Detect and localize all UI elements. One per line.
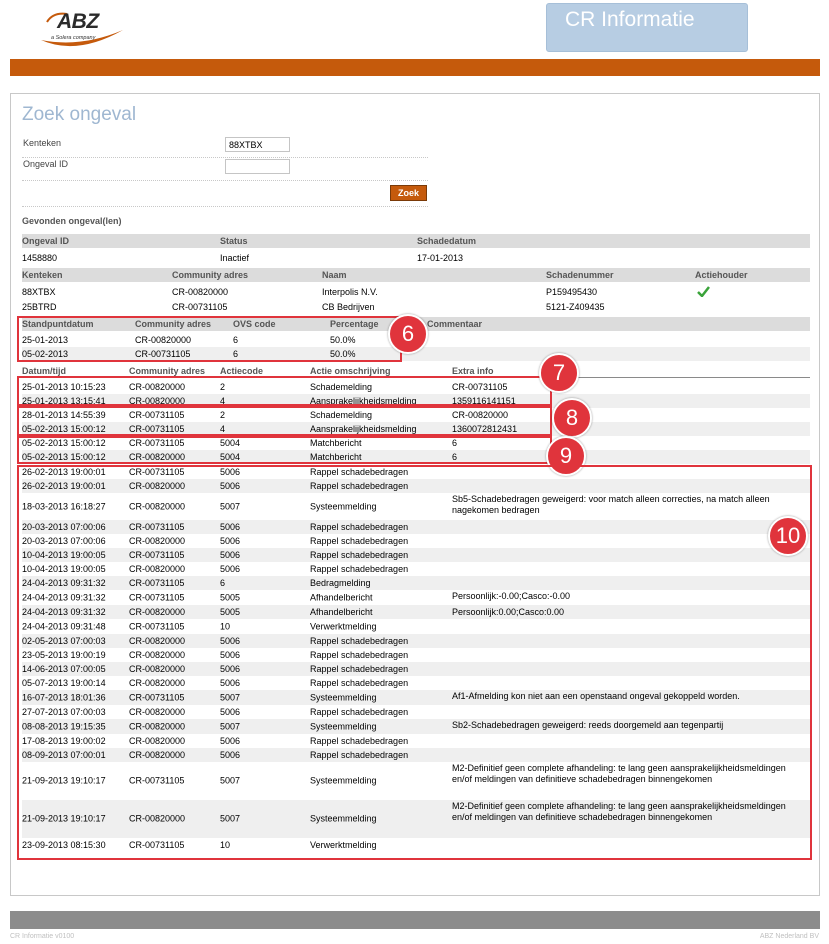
cell-actie-omschrijving: Rappel schadebedragen bbox=[310, 481, 409, 491]
cell-extra-info: CR-00820000 bbox=[452, 410, 509, 420]
cell-naam: Interpolis N.V. bbox=[322, 287, 378, 297]
cell-community-adres: CR-00820000 bbox=[129, 721, 186, 731]
cell-datum-tijd: 28-01-2013 14:55:39 bbox=[22, 410, 106, 420]
cell-actie-omschrijving: Rappel schadebedragen bbox=[310, 736, 409, 746]
cell-datum-tijd: 21-09-2013 19:10:17 bbox=[22, 775, 106, 786]
cell-actiecode: 5006 bbox=[220, 636, 241, 646]
cell-actiecode: 5006 bbox=[220, 736, 241, 746]
cell-extra-info: Persoonlijk:-0.00;Casco:-0.00 bbox=[452, 591, 571, 601]
header-bar bbox=[10, 59, 820, 76]
cell-percentage: 50.0% bbox=[330, 349, 356, 359]
cell-actie-omschrijving: Afhandelbericht bbox=[310, 592, 373, 602]
cell-datum-tijd: 25-01-2013 10:15:23 bbox=[22, 382, 106, 392]
cell-standpuntdatum: 25-01-2013 bbox=[22, 335, 69, 345]
cell-actie-omschrijving: Verwerktmelding bbox=[310, 840, 377, 850]
divider bbox=[22, 206, 428, 207]
app-title: CR Informatie bbox=[546, 3, 748, 52]
cell-datum-tijd: 05-02-2013 15:00:12 bbox=[22, 452, 106, 462]
col-ovs-code: OVS code bbox=[233, 319, 276, 329]
cell-community-adres: CR-00820000 bbox=[129, 636, 186, 646]
cell-datum-tijd: 24-04-2013 09:31:32 bbox=[22, 592, 106, 602]
divider bbox=[22, 180, 428, 181]
cell-actie-omschrijving: Rappel schadebedragen bbox=[310, 550, 409, 560]
table-row[interactable] bbox=[22, 285, 810, 299]
vehicle-table-header bbox=[22, 268, 810, 282]
zoek-button[interactable]: Zoek bbox=[390, 185, 427, 201]
col-actiecode: Actiecode bbox=[220, 366, 264, 376]
cell-datum-tijd: 08-08-2013 19:15:35 bbox=[22, 721, 106, 731]
col-datum-tijd: Datum/tijd bbox=[22, 366, 66, 376]
annotation-box-8 bbox=[17, 406, 552, 436]
cell-actie-omschrijving: Rappel schadebedragen bbox=[310, 650, 409, 660]
cell-actiecode: 5006 bbox=[220, 750, 241, 760]
annotation-box-9 bbox=[17, 436, 552, 464]
cell-actie-omschrijving: Rappel schadebedragen bbox=[310, 467, 409, 477]
cell-actie-omschrijving: Rappel schadebedragen bbox=[310, 664, 409, 674]
cell-actiecode: 5006 bbox=[220, 650, 241, 660]
cell-actie-omschrijving: Rappel schadebedragen bbox=[310, 564, 409, 574]
cell-community-adres: CR-00820000 bbox=[129, 481, 186, 491]
cell-datum-tijd: 20-03-2013 07:00:06 bbox=[22, 536, 106, 546]
cell-actie-omschrijving: Schademelding bbox=[310, 382, 373, 392]
cell-datum-tijd: 05-02-2013 15:00:12 bbox=[22, 424, 106, 434]
col-community-adres: Community adres bbox=[172, 270, 249, 280]
cell-community-adres: CR-00820000 bbox=[135, 335, 192, 345]
cell-community-adres: CR-00820000 bbox=[129, 813, 186, 824]
cell-community-adres: CR-00820000 bbox=[129, 396, 186, 406]
cell-extra-info: Af1-Afmelding kon niet aan een openstaand ongeval gekoppeld worden. bbox=[452, 691, 740, 701]
cell-community-adres: CR-00731105 bbox=[129, 522, 185, 532]
kenteken-input[interactable] bbox=[225, 137, 290, 152]
col-kenteken: Kenteken bbox=[22, 270, 63, 280]
cell-community-adres: CR-00731105 bbox=[129, 692, 185, 702]
cell-actie-omschrijving: Systeemmelding bbox=[310, 692, 377, 702]
kenteken-label: Kenteken bbox=[23, 138, 62, 148]
cell-actie-omschrijving: Schademelding bbox=[310, 410, 373, 420]
cell-datum-tijd: 17-08-2013 19:00:02 bbox=[22, 736, 106, 746]
cell-actie-omschrijving: Matchbericht bbox=[310, 452, 362, 462]
cell-actiecode: 4 bbox=[220, 396, 226, 406]
cell-actiecode: 6 bbox=[220, 578, 226, 588]
cell-community-adres: CR-00820000 bbox=[129, 750, 186, 760]
abz-logo bbox=[37, 10, 127, 50]
cell-community-adres: CR-00820000 bbox=[172, 287, 229, 297]
cell-extra-info: Sb2-Schadebedragen geweigerd: reeds doorgemeld aan tegenpartij bbox=[452, 720, 724, 730]
cell-datum-tijd: 24-04-2013 09:31:32 bbox=[22, 578, 106, 588]
cell-community-adres: CR-00820000 bbox=[129, 650, 186, 660]
cell-actiecode: 5006 bbox=[220, 678, 241, 688]
cell-community-adres: CR-00731105 bbox=[129, 775, 185, 786]
cell-actie-omschrijving: Rappel schadebedragen bbox=[310, 536, 409, 546]
checkmark-icon bbox=[697, 286, 710, 297]
cell-datum-tijd: 26-02-2013 19:00:01 bbox=[22, 481, 106, 491]
cell-actiecode: 10 bbox=[220, 621, 231, 631]
annotation-box-7 bbox=[17, 376, 552, 406]
cell-actie-omschrijving: Rappel schadebedragen bbox=[310, 707, 409, 717]
cell-actiecode: 5005 bbox=[220, 592, 241, 602]
cell-actiecode: 5006 bbox=[220, 664, 241, 674]
cell-actie-omschrijving: Bedragmelding bbox=[310, 578, 371, 588]
cell-actie-omschrijving: Aansprakelijkheidsmelding bbox=[310, 396, 417, 406]
cell-community-adres: CR-00731105 bbox=[172, 302, 228, 312]
cell-community-adres: CR-00820000 bbox=[129, 736, 186, 746]
cell-actiecode: 5004 bbox=[220, 452, 241, 462]
cell-actie-omschrijving: Aansprakelijkheidsmelding bbox=[310, 424, 417, 434]
cell-actie-omschrijving: Verwerktmelding bbox=[310, 621, 377, 631]
cell-actiecode: 5006 bbox=[220, 707, 241, 717]
col-community-adres: Community adres bbox=[135, 319, 212, 329]
cell-datum-tijd: 10-04-2013 19:00:05 bbox=[22, 550, 106, 560]
cell-actiecode: 5006 bbox=[220, 550, 241, 560]
cell-extra-info: 6 bbox=[452, 452, 458, 462]
annotation-badge-10: 10 bbox=[768, 516, 808, 556]
cell-community-adres: CR-00820000 bbox=[129, 452, 186, 462]
cell-naam: CB Bedrijven bbox=[322, 302, 375, 312]
cell-datum-tijd: 18-03-2013 16:18:27 bbox=[22, 501, 106, 511]
cell-datum-tijd: 20-03-2013 07:00:06 bbox=[22, 522, 106, 532]
cell-community-adres: CR-00731105 bbox=[129, 550, 185, 560]
col-schadedatum: Schadedatum bbox=[417, 236, 477, 246]
cell-actie-omschrijving: Rappel schadebedragen bbox=[310, 636, 409, 646]
cell-actiecode: 5007 bbox=[220, 692, 241, 702]
cell-datum-tijd: 25-01-2013 13:15:41 bbox=[22, 396, 106, 406]
col-status: Status bbox=[220, 236, 248, 246]
logo-text: ABZ bbox=[57, 10, 99, 33]
cell-extra-info: 6 bbox=[452, 438, 458, 448]
cell-community-adres: CR-00731105 bbox=[129, 410, 185, 420]
cell-community-adres: CR-00820000 bbox=[129, 707, 186, 717]
cell-datum-tijd: 02-05-2013 07:00:03 bbox=[22, 636, 106, 646]
cell-actiecode: 5007 bbox=[220, 721, 241, 731]
cell-datum-tijd: 14-06-2013 07:00:05 bbox=[22, 664, 106, 674]
cell-datum-tijd: 21-09-2013 19:10:17 bbox=[22, 813, 106, 824]
cell-community-adres: CR-00731105 bbox=[129, 438, 185, 448]
col-commentaar: Commentaar bbox=[427, 319, 483, 329]
cell-extra-info: Sb5-Schadebedragen geweigerd: voor match alleen correcties, na match alleen nagekomen bedragen bbox=[452, 494, 770, 515]
cell-community-adres: CR-00731105 bbox=[129, 578, 185, 588]
cell-actie-omschrijving: Systeemmelding bbox=[310, 721, 377, 731]
cell-datum-tijd: 24-04-2013 09:31:48 bbox=[22, 621, 106, 631]
table-row[interactable] bbox=[22, 251, 810, 265]
cell-schadedatum: 17-01-2013 bbox=[417, 253, 464, 263]
cell-datum-tijd: 05-07-2013 19:00:14 bbox=[22, 678, 106, 688]
annotation-badge-6: 6 bbox=[388, 314, 428, 354]
col-percentage: Percentage bbox=[330, 319, 379, 329]
annotation-badge-8: 8 bbox=[552, 398, 592, 438]
cell-actie-omschrijving: Systeemmelding bbox=[310, 501, 377, 511]
cell-community-adres: CR-00731105 bbox=[129, 621, 185, 631]
footer-version: CR Informatie v0100 bbox=[10, 933, 75, 940]
col-schadenummer: Schadenummer bbox=[546, 270, 614, 280]
cell-schadenummer: 5121-Z409435 bbox=[546, 302, 605, 312]
cell-kenteken: 25BTRD bbox=[22, 302, 57, 312]
cell-datum-tijd: 23-09-2013 08:15:30 bbox=[22, 840, 106, 850]
cell-datum-tijd: 24-04-2013 09:31:32 bbox=[22, 607, 106, 617]
cell-actie-omschrijving: Rappel schadebedragen bbox=[310, 750, 409, 760]
annotation-badge-9: 9 bbox=[546, 436, 586, 476]
cell-actie-omschrijving: Systeemmelding bbox=[310, 775, 377, 786]
cell-community-adres: CR-00731105 bbox=[135, 349, 191, 359]
cell-community-adres: CR-00820000 bbox=[129, 382, 186, 392]
cell-community-adres: CR-00820000 bbox=[129, 664, 186, 674]
annotation-box-6 bbox=[17, 316, 402, 362]
cell-ovs-code: 6 bbox=[233, 335, 239, 345]
cell-actiecode: 5007 bbox=[220, 501, 241, 511]
cell-extra-info: M2-Definitief geen complete afhandeling: te lang geen aansprakelijkheidsmeldingen en/of meldingen van definitieve schadebedragen binnengekomen bbox=[452, 763, 786, 784]
col-actiehouder: Actiehouder bbox=[695, 270, 748, 280]
cell-extra-info: CR-00731105 bbox=[452, 382, 508, 392]
cell-actiecode: 5004 bbox=[220, 438, 241, 448]
cell-extra-info: M2-Definitief geen complete afhandeling: te lang geen aansprakelijkheidsmeldingen en/of meldingen van definitieve schadebedragen binnengekomen bbox=[452, 801, 786, 822]
cell-community-adres: CR-00820000 bbox=[129, 564, 186, 574]
cell-actiecode: 5006 bbox=[220, 536, 241, 546]
cell-community-adres: CR-00820000 bbox=[129, 607, 186, 617]
cell-actie-omschrijving: Rappel schadebedragen bbox=[310, 522, 409, 532]
cell-datum-tijd: 10-04-2013 19:00:05 bbox=[22, 564, 106, 574]
table-row[interactable] bbox=[22, 300, 810, 314]
cell-actiecode: 5005 bbox=[220, 607, 241, 617]
cell-actiecode: 2 bbox=[220, 382, 226, 392]
cell-schadenummer: P159495430 bbox=[546, 287, 598, 297]
page-title: Zoek ongeval bbox=[22, 104, 137, 125]
cell-datum-tijd: 26-02-2013 19:00:01 bbox=[22, 467, 106, 477]
cell-ovs-code: 6 bbox=[233, 349, 239, 359]
cell-community-adres: CR-00731105 bbox=[129, 840, 185, 850]
cell-kenteken: 88XTBX bbox=[22, 287, 56, 297]
col-ongeval-id: Ongeval ID bbox=[22, 236, 70, 246]
cell-actie-omschrijving: Rappel schadebedragen bbox=[310, 678, 409, 688]
footer-company: ABZ Nederland BV bbox=[759, 933, 819, 940]
cell-community-adres: CR-00731105 bbox=[129, 424, 185, 434]
cell-actie-omschrijving: Systeemmelding bbox=[310, 813, 377, 824]
cell-community-adres: CR-00731105 bbox=[129, 592, 185, 602]
col-community-adres: Community adres bbox=[129, 366, 206, 376]
cell-datum-tijd: 23-05-2013 19:00:19 bbox=[22, 650, 106, 660]
cell-community-adres: CR-00820000 bbox=[129, 501, 186, 511]
cell-community-adres: CR-00820000 bbox=[129, 678, 186, 688]
cell-actie-omschrijving: Afhandelbericht bbox=[310, 607, 373, 617]
cell-datum-tijd: 27-07-2013 07:00:03 bbox=[22, 707, 106, 717]
annotation-box-10 bbox=[17, 465, 812, 860]
cell-actiecode: 4 bbox=[220, 424, 226, 434]
cell-community-adres: CR-00820000 bbox=[129, 536, 186, 546]
cell-ongeval-id: 1458880 bbox=[22, 253, 58, 263]
ongeval-id-label: Ongeval ID bbox=[23, 159, 69, 169]
cell-datum-tijd: 08-09-2013 07:00:01 bbox=[22, 750, 106, 760]
cell-datum-tijd: 05-02-2013 15:00:12 bbox=[22, 438, 106, 448]
results-title: Gevonden ongeval(len) bbox=[22, 216, 122, 226]
cell-actiecode: 5006 bbox=[220, 564, 241, 574]
logo-subtext: a Solera company bbox=[51, 35, 96, 41]
annotation-badge-7: 7 bbox=[539, 353, 579, 393]
cell-actiecode: 2 bbox=[220, 410, 226, 420]
col-naam: Naam bbox=[322, 270, 347, 280]
col-standpuntdatum: Standpuntdatum bbox=[22, 319, 94, 329]
footer-bar bbox=[10, 911, 820, 929]
cell-percentage: 50.0% bbox=[330, 335, 356, 345]
cell-extra-info: 1360072812431 bbox=[452, 424, 518, 434]
ongeval-id-input[interactable] bbox=[225, 159, 290, 174]
cell-extra-info: Persoonlijk:0.00;Casco:0.00 bbox=[452, 607, 565, 617]
cell-actie-omschrijving: Matchbericht bbox=[310, 438, 362, 448]
cell-extra-info: 1359116141151 bbox=[452, 396, 516, 406]
cell-actiecode: 5006 bbox=[220, 522, 241, 532]
divider bbox=[22, 157, 428, 158]
cell-actiecode: 10 bbox=[220, 840, 231, 850]
cell-community-adres: CR-00731105 bbox=[129, 467, 185, 477]
cell-actiecode: 5007 bbox=[220, 775, 241, 786]
col-extra-info: Extra info bbox=[452, 366, 494, 376]
cell-actiecode: 5006 bbox=[220, 467, 241, 477]
col-actie-omschrijving: Actie omschrijving bbox=[310, 366, 391, 376]
cell-datum-tijd: 16-07-2013 18:01:36 bbox=[22, 692, 106, 702]
accident-table-header bbox=[22, 234, 810, 248]
cell-actiecode: 5006 bbox=[220, 481, 241, 491]
cell-actiecode: 5007 bbox=[220, 813, 241, 824]
cell-standpuntdatum: 05-02-2013 bbox=[22, 349, 69, 359]
cell-status: Inactief bbox=[220, 253, 250, 263]
